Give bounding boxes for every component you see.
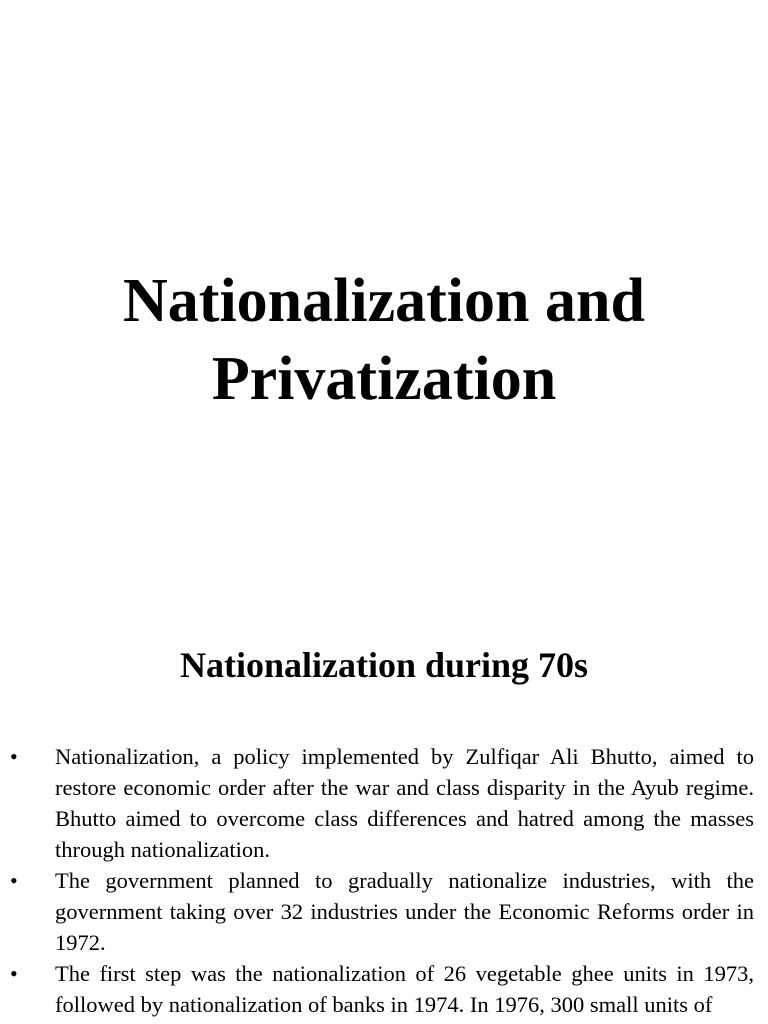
bullet-icon: • <box>10 744 18 769</box>
list-item <box>0 958 768 1020</box>
page-title-line-1: Nationalization and <box>123 267 645 335</box>
bullet-text: Nationalization, a policy implemented by Zulfiqar Ali Bhutto, aimed to restore economic order after the war and class disparity in the Ayub regime. Bhutto aimed to overcome class differences and hatred among the masses through nationalization. <box>55 744 754 862</box>
bullet-icon: • <box>10 868 18 893</box>
bullet-text: The government planned to gradually nationalize industries, with the government taking over 32 industries under the Economic Reforms order in 1972. <box>55 868 754 955</box>
list-item <box>0 865 768 958</box>
section-heading: Nationalization during 70s <box>179 645 589 685</box>
page-title <box>0 262 768 418</box>
list-item <box>0 741 768 865</box>
bullet-icon: • <box>10 961 18 986</box>
page-title-line-2: Privatization <box>211 345 557 413</box>
bullet-list <box>0 741 768 1020</box>
bullet-text: The first step was the nationalization of 26 vegetable ghee units in 1973, followed by nationalization of banks in 1974. In 1976, 300 small units of <box>55 961 754 1017</box>
